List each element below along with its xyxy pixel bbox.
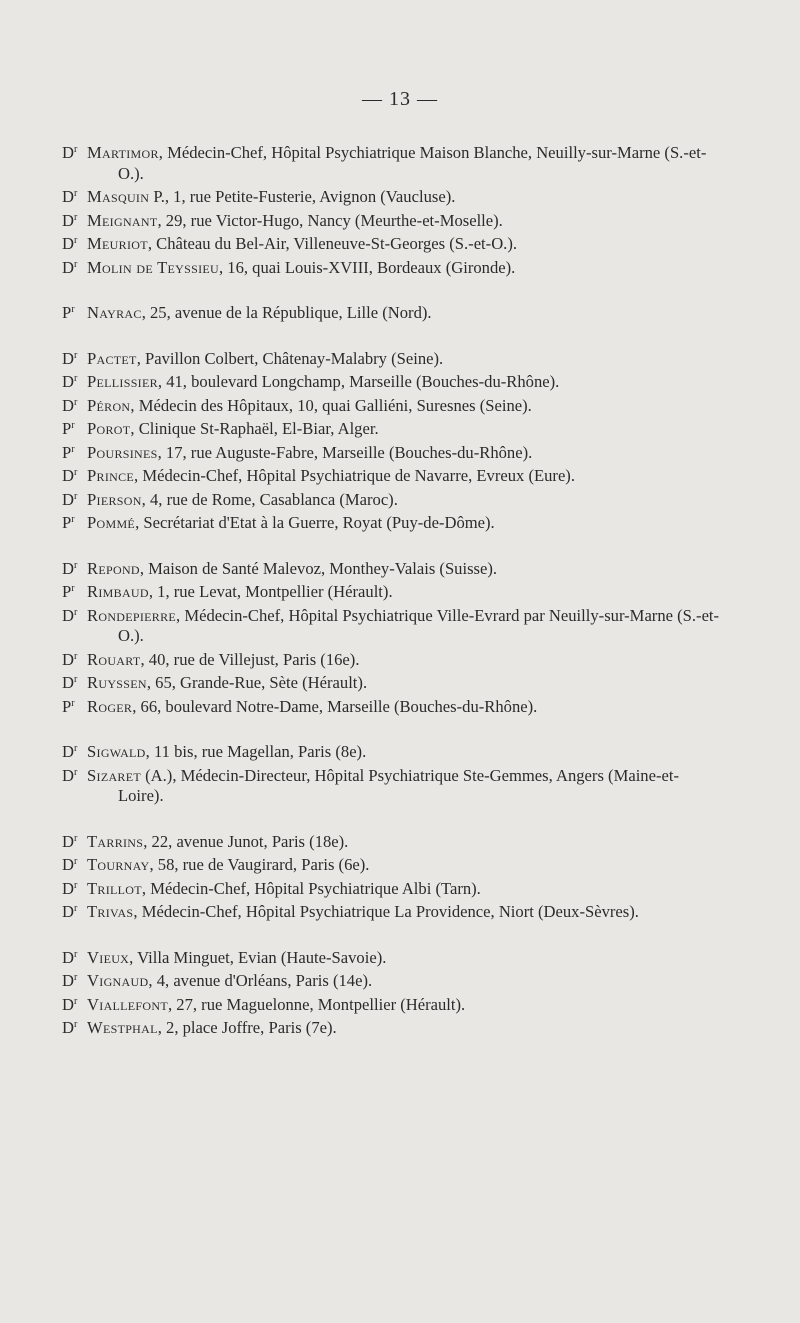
directory-entry — [62, 140, 722, 184]
entry-group — [62, 829, 722, 923]
entry-title-sup: r — [73, 948, 78, 960]
entry-details: , Villa Minguet, Evian (Haute-Savoie). — [129, 947, 387, 967]
directory-entry — [62, 300, 722, 324]
entry-title — [62, 556, 87, 580]
directory-entry — [62, 670, 722, 694]
entry-title-sup: r — [71, 304, 75, 315]
entry-title-sup: r — [73, 832, 78, 844]
entry-name: Tarrins — [87, 831, 144, 851]
entry-title-sup: r — [73, 211, 78, 223]
directory-entry — [62, 968, 722, 992]
entry-title-letter: D — [62, 257, 74, 277]
entry-details: P., 1, rue Petite-Fusterie, Avignon (Vaucluse). — [149, 187, 456, 206]
entry-details: , 29, rue Victor-Hugo, Nancy (Meurthe-et-Moselle). — [157, 210, 503, 230]
entry-title-sup: r — [73, 903, 78, 914]
entry-title-letter: D — [62, 994, 74, 1014]
entry-title-sup: r — [73, 1019, 78, 1030]
entry-title-letter: P — [62, 419, 72, 438]
entry-title — [62, 968, 87, 992]
entry-title-letter: D — [62, 489, 74, 509]
directory-entry — [62, 556, 722, 580]
entry-name: Sizaret — [87, 765, 141, 785]
entry-name: Pellissier — [87, 372, 158, 391]
entry-title-letter: D — [62, 649, 74, 669]
entry-details: , Clinique St-Raphaël, El-Biar, Alger. — [130, 419, 379, 438]
entry-name: Meuriot — [87, 234, 148, 253]
entry-details: , 1, rue Levat, Montpellier (Hérault). — [148, 582, 393, 601]
entry-title-sup: r — [73, 559, 78, 571]
entry-name: Tournay — [87, 855, 150, 874]
entry-title-letter: D — [62, 971, 74, 990]
entry-title — [62, 393, 87, 417]
directory-entry — [62, 763, 722, 807]
directory-entry — [62, 440, 722, 464]
directory-entry — [62, 510, 722, 534]
entry-details: , Pavillon Colbert, Châtenay-Malabry (Seine). — [136, 348, 444, 368]
entry-details: (A.), Médecin-Directeur, Hôpital Psychiatrique Ste-Gemmes, Angers (Maine-et-Loire). — [118, 765, 679, 805]
entry-title-letter: D — [62, 210, 74, 230]
entry-title-sup: r — [73, 144, 78, 155]
entry-title-letter: D — [62, 947, 74, 967]
entry-name: Rimbaud — [87, 582, 149, 601]
entry-details: , 40, rue de Villejust, Paris (16e). — [140, 649, 360, 669]
entry-title — [62, 876, 87, 900]
entry-title-sup: r — [71, 583, 75, 594]
directory-entry — [62, 945, 722, 969]
entry-title-letter: D — [62, 234, 74, 253]
entry-title — [62, 510, 87, 534]
entry-details: , Médecin-Chef, Hôpital Psychiatrique Maison Blanche, Neuilly-sur-Marne (S.-et-O.). — [118, 143, 707, 183]
entry-group — [62, 556, 722, 718]
entry-group — [62, 300, 722, 324]
entry-title-letter: D — [62, 831, 74, 851]
entry-details: , Médecin-Chef, Hôpital Psychiatrique La Providence, Niort (Deux-Sèvres). — [133, 902, 639, 921]
entry-title-sup: r — [71, 443, 75, 455]
entry-title-sup: r — [73, 606, 78, 618]
entry-details: , Médecin-Chef, Hôpital Psychiatrique Ville-Evrard par Neuilly-sur-Marne (S.-et-O.). — [118, 605, 720, 645]
entry-name: Prince — [87, 466, 135, 485]
entry-title-sup: r — [71, 697, 75, 709]
entry-name: Porot — [87, 419, 131, 438]
entry-details: , 65, Grande-Rue, Sète (Hérault). — [146, 673, 368, 692]
entry-details: , 25, avenue de la République, Lille (Nord). — [141, 303, 432, 322]
directory-entry — [62, 694, 722, 718]
entry-title-letter: P — [62, 696, 72, 716]
entry-name: Rouart — [87, 649, 141, 669]
entry-title — [62, 647, 87, 671]
directory-entry — [62, 603, 722, 647]
entry-name: Meignant — [87, 210, 158, 230]
entry-details: , Secrétariat d'Etat à la Guerre, Royat (Puy-de-Dôme). — [135, 513, 495, 532]
entry-details: , 11 bis, rue Magellan, Paris (8e). — [145, 742, 367, 761]
directory-entry — [62, 208, 722, 232]
directory-entry — [62, 346, 722, 370]
entry-name: Repond — [87, 558, 140, 578]
entry-title-sup: r — [73, 856, 78, 867]
entry-details: , Médecin-Chef, Hôpital Psychiatrique Albi (Tarn). — [141, 878, 481, 898]
directory-entry — [62, 369, 722, 393]
directory-entry — [62, 992, 722, 1016]
entry-title — [62, 416, 87, 440]
entry-name: Masquin — [87, 187, 150, 206]
entry-title-sup: r — [73, 674, 78, 685]
entry-title-sup: r — [73, 972, 78, 983]
entry-details: , 41, boulevard Longchamp, Marseille (Bouches-du-Rhône). — [157, 372, 560, 391]
entry-title — [62, 603, 87, 627]
entry-group — [62, 739, 722, 807]
entry-title-letter: D — [62, 143, 74, 162]
entry-group — [62, 945, 722, 1039]
entry-title-sup: r — [73, 258, 78, 270]
entry-name: Vieux — [87, 947, 130, 967]
entry-details: , 27, rue Maguelonne, Montpellier (Hérault). — [167, 994, 466, 1014]
directory-entry — [62, 393, 722, 417]
entry-title-sup: r — [73, 188, 78, 199]
entry-title — [62, 763, 87, 787]
entry-details: , 4, rue de Rome, Casablanca (Maroc). — [141, 489, 398, 509]
entry-name: Vignaud — [87, 971, 149, 990]
directory-entry — [62, 463, 722, 487]
entry-group — [62, 140, 722, 278]
entry-name: Viallefont — [87, 994, 168, 1014]
entry-name: Péron — [87, 395, 131, 415]
entry-title — [62, 300, 87, 324]
entry-title-letter: D — [62, 673, 74, 692]
directory-entry — [62, 487, 722, 511]
entry-title — [62, 945, 87, 969]
entry-title-sup: r — [73, 995, 78, 1007]
entry-title — [62, 255, 87, 279]
entry-title-letter: D — [62, 605, 74, 625]
directory-entry — [62, 739, 722, 763]
entry-title — [62, 739, 87, 763]
entry-name: Rondepierre — [87, 605, 177, 625]
entry-title-letter: D — [62, 558, 74, 578]
entry-title — [62, 899, 87, 923]
entry-title-sup: r — [73, 650, 78, 662]
entry-details: , Médecin-Chef, Hôpital Psychiatrique de Navarre, Evreux (Eure). — [134, 466, 575, 485]
entry-details: , 17, rue Auguste-Fabre, Marseille (Bouches-du-Rhône). — [157, 442, 533, 462]
entry-title-sup: r — [73, 879, 78, 891]
entry-title-sup: r — [73, 766, 78, 778]
directory-entry — [62, 255, 722, 279]
entry-title-sup: r — [73, 373, 78, 384]
entry-title-sup: r — [73, 490, 78, 502]
entry-title-sup: r — [73, 349, 78, 361]
entry-title-letter: D — [62, 1018, 74, 1037]
entry-title — [62, 231, 87, 255]
entry-title — [62, 829, 87, 853]
entry-title-letter: P — [62, 442, 72, 462]
entry-name: Poursines — [87, 442, 158, 462]
directory-entry — [62, 231, 722, 255]
member-directory — [62, 140, 722, 1061]
directory-entry — [62, 852, 722, 876]
entry-name: Molin de Teyssieu — [87, 257, 219, 277]
entry-title — [62, 140, 87, 164]
entry-name: Pierson — [87, 489, 142, 509]
entry-title — [62, 440, 87, 464]
entry-details: , Maison de Santé Malevoz, Monthey-Valais (Suisse). — [139, 558, 498, 578]
entry-name: Trivas — [87, 902, 134, 921]
entry-title-sup: r — [73, 743, 78, 754]
entry-title — [62, 579, 87, 603]
entry-details: , 22, avenue Junot, Paris (18e). — [143, 831, 349, 851]
entry-group — [62, 346, 722, 534]
page-number: — 13 — — [362, 88, 438, 110]
entry-title-letter: D — [62, 187, 74, 206]
entry-title-sup: r — [73, 467, 78, 478]
entry-title — [62, 992, 87, 1016]
entry-name: Ruyssen — [87, 673, 147, 692]
entry-name: Pommé — [87, 513, 136, 532]
entry-name: Westphal — [87, 1018, 158, 1037]
entry-name: Nayrac — [87, 303, 142, 322]
entry-title — [62, 670, 87, 694]
entry-title — [62, 463, 87, 487]
entry-name: Pactet — [87, 348, 137, 368]
entry-name: Sigwald — [87, 742, 146, 761]
entry-title — [62, 346, 87, 370]
entry-title — [62, 852, 87, 876]
entry-title-letter: D — [62, 765, 74, 785]
entry-details: , 66, boulevard Notre-Dame, Marseille (Bouches-du-Rhône). — [132, 696, 538, 716]
entry-details: , 58, rue de Vaugirard, Paris (6e). — [149, 855, 370, 874]
entry-title — [62, 487, 87, 511]
entry-title-sup: r — [73, 235, 78, 246]
entry-title-letter: D — [62, 742, 74, 761]
entry-title-sup: r — [71, 514, 75, 525]
entry-title-letter: D — [62, 348, 74, 368]
entry-name: Trillot — [87, 878, 142, 898]
directory-entry — [62, 184, 722, 208]
entry-title-letter: D — [62, 395, 74, 415]
entry-title-letter: D — [62, 372, 74, 391]
directory-entry — [62, 876, 722, 900]
entry-title — [62, 694, 87, 718]
entry-name: Martimor — [87, 143, 159, 162]
entry-details: , Château du Bel-Air, Villeneuve-St-Georges (S.-et-O.). — [147, 234, 518, 253]
entry-title — [62, 1015, 87, 1039]
entry-details: , 2, place Joffre, Paris (7e). — [157, 1018, 337, 1037]
entry-title-letter: D — [62, 855, 74, 874]
entry-title-letter: P — [62, 582, 72, 601]
directory-entry — [62, 1015, 722, 1039]
entry-details: , Médecin des Hôpitaux, 10, quai Galliéni, Suresnes (Seine). — [130, 395, 532, 415]
entry-title-letter: P — [62, 303, 72, 322]
directory-entry — [62, 579, 722, 603]
directory-entry — [62, 416, 722, 440]
entry-details: , 4, avenue d'Orléans, Paris (14e). — [148, 971, 373, 990]
directory-entry — [62, 647, 722, 671]
entry-title-letter: P — [62, 513, 72, 532]
entry-title-letter: D — [62, 878, 74, 898]
entry-title-letter: D — [62, 466, 74, 485]
entry-name: Roger — [87, 696, 133, 716]
entry-title-sup: r — [73, 396, 78, 408]
directory-entry — [62, 899, 722, 923]
entry-title — [62, 369, 87, 393]
entry-title — [62, 184, 87, 208]
entry-title-letter: D — [62, 902, 74, 921]
directory-entry — [62, 829, 722, 853]
entry-details: , 16, quai Louis-XVIII, Bordeaux (Gironde). — [218, 257, 516, 277]
entry-title — [62, 208, 87, 232]
entry-title-sup: r — [71, 420, 75, 431]
